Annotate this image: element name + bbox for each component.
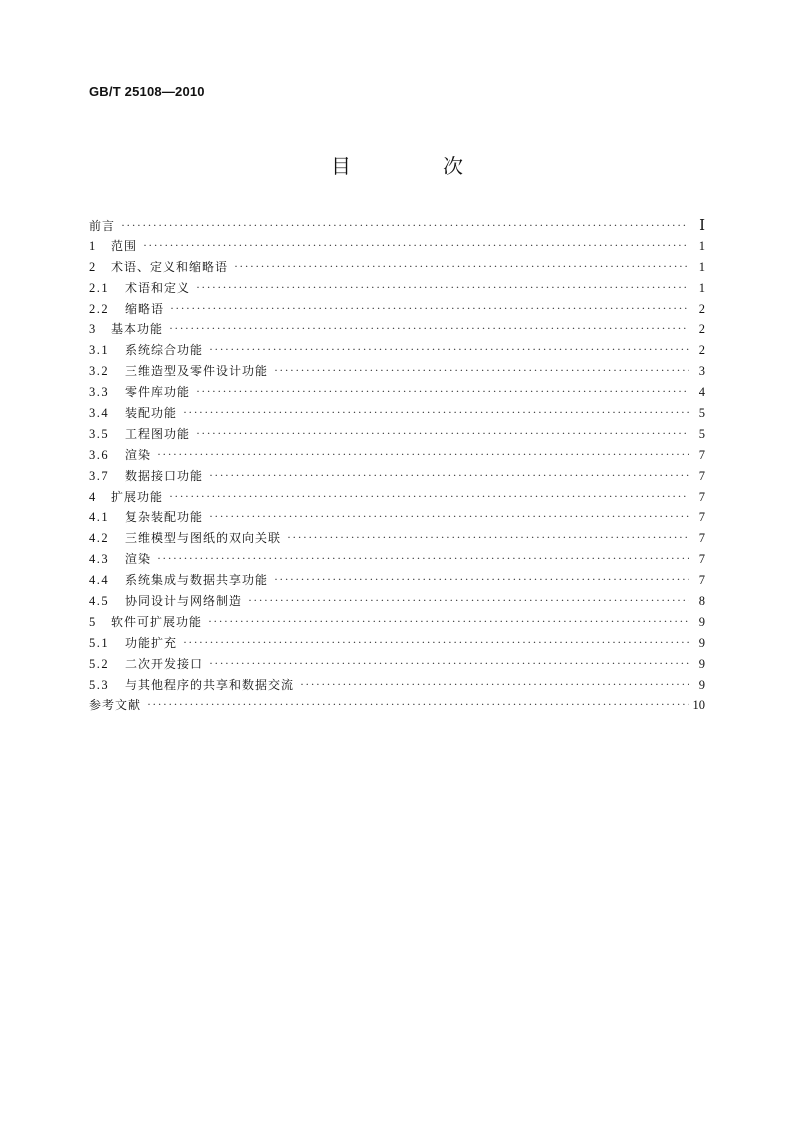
toc-entry[interactable] — [89, 320, 705, 341]
toc-entry-page-number: 2 — [698, 343, 705, 358]
dot-leader — [196, 426, 689, 441]
dot-leader — [209, 509, 689, 524]
toc-entry-page-number: 1 — [698, 259, 705, 274]
dot-leader — [170, 301, 689, 316]
toc-entry-page-number: 9 — [698, 635, 705, 650]
toc-entry-label: 二次开发接口 — [125, 656, 204, 671]
toc-entry-page-number: 8 — [698, 594, 705, 609]
toc-entry-label: 系统综合功能 — [125, 343, 204, 358]
toc-entry-number: 3.1 — [89, 343, 110, 358]
toc-entry-label: 软件可扩展功能 — [111, 614, 203, 629]
toc-entry-number: 4 — [89, 489, 97, 504]
dot-leader — [169, 489, 689, 504]
toc-entry-page-number: 1 — [698, 280, 705, 295]
toc-entry[interactable] — [89, 237, 705, 258]
toc-entry-number: 5.1 — [89, 635, 110, 650]
dot-leader — [169, 321, 689, 336]
toc-entry[interactable] — [89, 216, 705, 237]
dot-leader — [208, 614, 689, 629]
toc-entry[interactable] — [89, 383, 705, 404]
dot-leader — [287, 530, 689, 545]
toc-entry[interactable] — [89, 529, 705, 550]
toc-entry-number: 3.3 — [89, 385, 110, 400]
toc-entry-label: 三维造型及零件设计功能 — [125, 364, 269, 379]
toc-entry-page-number: 4 — [698, 385, 705, 400]
toc-entry-page-number: 1 — [698, 238, 705, 253]
toc-entry-page-number: 9 — [698, 677, 705, 692]
dot-leader — [157, 551, 689, 566]
toc-entry-number: 5.2 — [89, 656, 110, 671]
toc-entry[interactable] — [89, 467, 705, 488]
toc-entry-label: 功能扩充 — [125, 635, 178, 650]
toc-entry-page-number: 7 — [698, 447, 705, 462]
toc-entry-number: 3 — [89, 322, 97, 337]
dot-leader — [157, 447, 689, 462]
toc-entry-number: 2 — [89, 259, 97, 274]
toc-entry[interactable] — [89, 404, 705, 425]
toc-entry-label: 零件库功能 — [125, 385, 191, 400]
standard-code: GB/T 25108—2010 — [89, 84, 205, 99]
table-of-contents — [89, 216, 705, 717]
toc-entry[interactable] — [89, 613, 705, 634]
toc-entry-number: 4.4 — [89, 573, 110, 588]
toc-entry-number: 2.2 — [89, 301, 110, 316]
toc-entry[interactable] — [89, 655, 705, 676]
toc-entry[interactable] — [89, 341, 705, 362]
toc-entry[interactable] — [89, 592, 705, 613]
toc-entry-page-number: 7 — [698, 510, 705, 525]
toc-entry-label: 术语、定义和缩略语 — [111, 259, 229, 274]
dot-leader — [209, 468, 689, 483]
toc-entry-page-number: 2 — [698, 301, 705, 316]
toc-entry[interactable] — [89, 696, 705, 717]
dot-leader — [183, 405, 689, 420]
toc-entry[interactable] — [89, 300, 705, 321]
toc-entry[interactable] — [89, 571, 705, 592]
page-title: 目 次 — [331, 154, 499, 178]
toc-entry-page-number: 2 — [698, 322, 705, 337]
toc-entry-page-number: 5 — [698, 426, 705, 441]
toc-entry-page-number: 7 — [698, 552, 705, 567]
toc-entry-number: 5.3 — [89, 677, 110, 692]
toc-entry[interactable] — [89, 676, 705, 697]
dot-leader — [209, 342, 689, 357]
toc-entry-number: 1 — [89, 238, 97, 253]
toc-entry[interactable] — [89, 508, 705, 529]
toc-entry-label: 范围 — [111, 238, 138, 253]
dot-leader — [274, 363, 689, 378]
toc-entry-page-number: 7 — [698, 489, 705, 504]
toc-entry-label: 系统集成与数据共享功能 — [125, 573, 269, 588]
toc-entry-number: 3.2 — [89, 364, 110, 379]
toc-entry-label: 数据接口功能 — [125, 468, 204, 483]
toc-entry[interactable] — [89, 550, 705, 571]
toc-entry-page-number: 10 — [692, 698, 705, 713]
toc-entry-number: 4.5 — [89, 594, 110, 609]
dot-leader — [121, 218, 689, 233]
toc-entry-label: 三维模型与图纸的双向关联 — [125, 531, 282, 546]
toc-entry-label: 复杂装配功能 — [125, 510, 204, 525]
toc-entry[interactable] — [89, 425, 705, 446]
toc-entry-number: 4.3 — [89, 552, 110, 567]
toc-entry-page-number: 7 — [698, 531, 705, 546]
dot-leader — [234, 259, 689, 274]
toc-entry-label: 前言 — [89, 219, 116, 233]
dot-leader — [143, 238, 689, 253]
toc-entry-page-number: Ⅰ — [699, 218, 705, 234]
toc-entry-number: 3.6 — [89, 447, 110, 462]
dot-leader — [248, 593, 689, 608]
toc-entry-label: 基本功能 — [111, 322, 164, 337]
toc-entry-number: 3.7 — [89, 468, 110, 483]
dot-leader — [209, 656, 689, 671]
toc-entry-label: 渲染 — [125, 552, 152, 567]
toc-entry[interactable] — [89, 634, 705, 655]
toc-entry-label: 装配功能 — [125, 406, 178, 421]
toc-entry-number: 2.1 — [89, 280, 110, 295]
toc-entry[interactable] — [89, 279, 705, 300]
toc-entry-page-number: 7 — [698, 573, 705, 588]
toc-entry-label: 术语和定义 — [125, 280, 191, 295]
dot-leader — [183, 635, 689, 650]
toc-entry-number: 5 — [89, 614, 97, 629]
toc-entry[interactable] — [89, 362, 705, 383]
toc-entry[interactable] — [89, 258, 705, 279]
toc-entry-page-number: 3 — [698, 364, 705, 379]
toc-entry-number: 3.4 — [89, 406, 110, 421]
toc-entry-number: 3.5 — [89, 426, 110, 441]
toc-entry-label: 扩展功能 — [111, 489, 164, 504]
dot-leader — [196, 280, 689, 295]
toc-entry-label: 缩略语 — [125, 301, 165, 316]
toc-entry[interactable] — [89, 488, 705, 509]
dot-leader — [300, 677, 689, 692]
toc-entry-label: 与其他程序的共享和数据交流 — [125, 677, 295, 692]
toc-entry-page-number: 9 — [698, 656, 705, 671]
dot-leader — [196, 384, 689, 399]
toc-entry-label: 工程图功能 — [125, 426, 191, 441]
toc-entry-number: 4.2 — [89, 531, 110, 546]
toc-entry-page-number: 9 — [698, 614, 705, 629]
toc-entry-number: 4.1 — [89, 510, 110, 525]
toc-entry[interactable] — [89, 446, 705, 467]
toc-entry-label: 渲染 — [125, 447, 152, 462]
toc-entry-label: 协同设计与网络制造 — [125, 594, 243, 609]
toc-entry-page-number: 7 — [698, 468, 705, 483]
dot-leader — [274, 572, 689, 587]
dot-leader — [147, 697, 688, 712]
toc-entry-page-number: 5 — [698, 406, 705, 421]
toc-entry-label: 参考文献 — [89, 698, 142, 713]
